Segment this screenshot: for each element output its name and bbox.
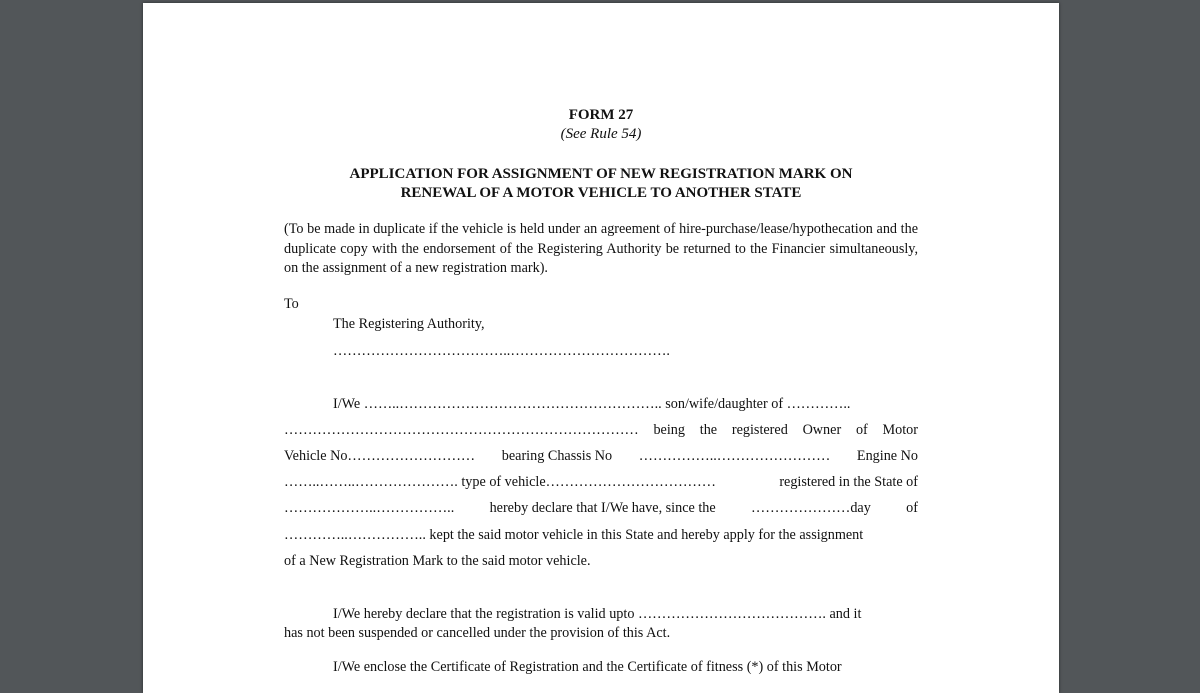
para1-line-2-word: being [653, 422, 685, 438]
para3-line-1: I/We enclose the Certificate of Registration and the Certificate of fitness (*) of this Motor [333, 659, 842, 675]
para1-line-2-blank: ………………………………………………………………… [284, 422, 639, 438]
para1-line-5 [284, 500, 918, 517]
para1-line-2-word: the [699, 422, 718, 438]
para1-line-6: …………..…………….. kept the said motor vehicle in this State and hereby apply for the assignment [284, 527, 864, 543]
para1-line-4 [284, 474, 918, 491]
address-authority: The Registering Authority, [333, 316, 485, 332]
para1-line-2-word: Owner [802, 422, 842, 438]
form-title-line-1: APPLICATION FOR ASSIGNMENT OF NEW REGISTRATION MARK ON [349, 166, 853, 182]
day-blank: …………………day [751, 500, 871, 516]
chassis-no-label: bearing Chassis No [501, 448, 613, 464]
form-number: FORM 27 [568, 107, 634, 123]
para1-line-7: of a New Registration Mark to the said motor vehicle. [284, 553, 591, 569]
form-title [284, 165, 918, 203]
para1-line-2-word: Motor [882, 422, 918, 438]
para1-line-1: I/We ……..……………………………………………….. son/wife/daughter of ………….. [333, 396, 851, 412]
vehicle-no-field: Vehicle No……………………… [284, 448, 476, 464]
registered-state-label: registered in the State of [779, 474, 918, 490]
para1-line-2-word: registered [731, 422, 788, 438]
rule-reference: (See Rule 54) [560, 126, 642, 142]
para1-line-2-word: of [855, 422, 868, 438]
address-to: To [284, 296, 299, 312]
para2-line-1: I/We hereby declare that the registration is valid upto …………………………………. and it [333, 606, 862, 622]
of-word: of [906, 500, 918, 516]
engine-no-label: Engine No [856, 448, 918, 464]
state-blank: ………………..…………….. [284, 500, 455, 516]
vehicle-type-field: ……..……..…………………. type of vehicle……………………………… [284, 474, 716, 490]
form-title-line-2: RENEWAL OF A MOTOR VEHICLE TO ANOTHER STATE [400, 185, 802, 201]
address-blank: ………………………………..……………………………. [333, 343, 670, 359]
para1-line-3 [284, 448, 918, 465]
para1-line-2 [284, 422, 918, 439]
duplicate-note: (To be made in duplicate if the vehicle is held under an agreement of hire-purchase/lease/hypothecation and the duplicate copy with the endorsement of the Registering Authority be returned to the Financier simultaneously, on the assignment of a new registration mark). [284, 221, 918, 276]
document-page [143, 3, 1059, 693]
declaration-text: hereby declare that I/We have, since the [489, 500, 716, 516]
chassis-no-blank: ……………..…………………… [638, 448, 831, 464]
para2-line-2: has not been suspended or cancelled under the provision of this Act. [284, 625, 671, 641]
